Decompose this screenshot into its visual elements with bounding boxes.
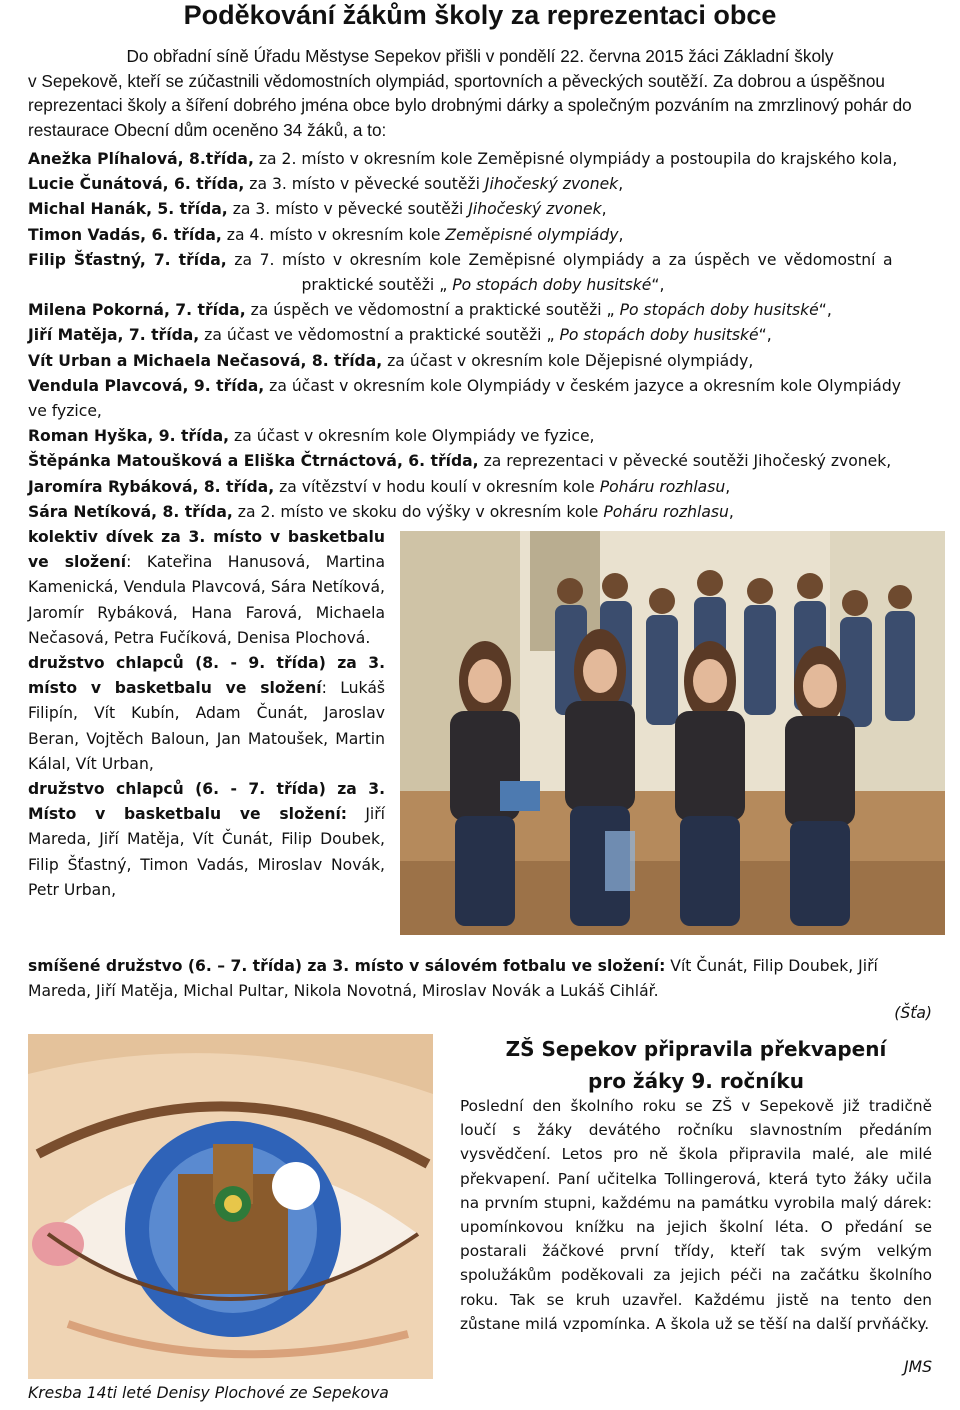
award-item: Milena Pokorná, 7. třída, za úspěch ve vědomostní a praktické soutěži „ Po stopách doby husitské“, xyxy=(28,301,832,320)
award-item: Vendula Plavcová, 9. třída, za účast v okresním kole Olympiády v českém jazyce a okresním kole Olympiády xyxy=(28,376,901,395)
teams-section xyxy=(28,525,385,903)
award-item-continuation: ve fyzice, xyxy=(28,402,102,421)
intro-paragraph xyxy=(28,44,932,142)
award-item: Jiří Matěja, 7. třída, za účast ve vědomostní a praktické soutěži „ Po stopách doby husitské“, xyxy=(28,326,772,345)
boys-team-junior: družstvo chlapců (6. - 7. třída) za 3. Místo v basketbalu ve složení: Jiří Mareda, Jiří Matěja, Vít Čunát, Filip Doubek, Filip Šťastný, Timon Vadás, Miroslav Novák, Petr Urban, xyxy=(28,780,385,899)
award-item-continuation: praktické soutěži „ Po stopách doby husitské“, xyxy=(301,276,665,295)
award-item: Filip Šťastný, 7. třída, za 7. místo v okresním kole Zeměpisné olympiády a za úspěch ve vědomostní a xyxy=(28,250,893,269)
award-item: Timon Vadás, 6. třída, za 4. místo v okresním kole Zeměpisné olympiády, xyxy=(28,225,624,244)
award-item: Jaromíra Rybáková, 8. třída, za vítězství v hodu koulí v okresním kole Poháru rozhlasu, xyxy=(28,477,731,496)
award-item: Štěpánka Matoušková a Eliška Čtrnáctová, 6. třída, za reprezentaci v pěvecké soutěži Jihočeský zvonek, xyxy=(28,452,892,471)
article-signature-2: JMS xyxy=(904,1358,932,1376)
article-body: Poslední den školního roku se ZŠ v Sepekově již tradičně loučí s žáky devátého ročníku slavnostním předáním vysvědčení. Letos pro ně škola připravila malé, ale milé překvapení. Paní učitelka Tollingerová, která tyto žáky učila na prvním stupni, každému na památku vyrobila malý dárek: upomínkovou knížku na jejich školní léta. O předání se postarali žáčkové první třídy, kteří tak svým velkým spolužákům poděkovali za jejich péči na začátku školního roku. Tak se kruh uzavřel. Každému jistě na tento den zůstane milá vzpomínka. A škola už se těší na další prvňáčky. xyxy=(460,1097,932,1333)
award-item: Vít Urban a Michaela Nečasová, 8. třída, za účast v okresním kole Dějepisné olympiády, xyxy=(28,351,754,370)
awards-list xyxy=(28,147,938,525)
intro-rest: v Sepekově, kteří se zúčastnili vědomostních olympiád, sportovních a pěveckých soutěží. Za dobrou a úspěšnou reprezentaci školy a šíření dobrého jména obce bylo drobnými dárky a společným pozváním na zmrzlinový pohár do restaurace Obecní dům oceněno 34 žáků, a to: xyxy=(28,70,912,140)
page-title: Poděkování žákům školy za reprezentaci obce xyxy=(183,0,777,30)
girls-team: kolektiv dívek za 3. místo v basketbalu ve složení: Kateřina Hanusová, Martina Kamenická, Vendula Plavcová, Sára Netíková, Jaromír Rybáková, Hana Farová, Michaela Nečasová, Petra Fučíková, Denisa Plochová. xyxy=(28,528,386,647)
group-photo xyxy=(400,531,945,935)
award-item: Roman Hyška, 9. třída, za účast v okresním kole Olympiády ve fyzice, xyxy=(28,427,595,446)
mixed-team: smíšené družstvo (6. – 7. třída) za 3. místo v sálovém fotbalu ve složení: Vít Čunát, Filip Doubek, Jiří Mareda, Jiří Matěja, Michal Pultar, Nikola Novotná, Miroslav Novák a Lukáš Cihlář. xyxy=(28,957,878,1001)
drawing-caption: Kresba 14ti leté Denisy Plochové ze Sepekova xyxy=(28,1384,389,1402)
award-item: Sára Netíková, 8. třída, za 2. místo ve skoku do výšky v okresním kole Poháru rozhlasu, xyxy=(28,502,734,521)
intro-line-1: Do obřadní síně Úřadu Městyse Sepekov přišli v pondělí 22. června 2015 žáci Základní školy xyxy=(126,46,834,66)
award-item: Anežka Plíhalová, 8.třída, za 2. místo v okresním kole Zeměpisné olympiády a postoupila do krajského kola, xyxy=(28,150,898,168)
eye-drawing xyxy=(28,1034,433,1379)
article-title: ZŠ Sepekov připravila překvapení pro žáky 9. ročníku xyxy=(505,1037,887,1093)
award-item: Michal Hanák, 5. třída, za 3. místo v pěvecké soutěži Jihočeský zvonek, xyxy=(28,200,607,219)
boys-team-senior: družstvo chlapců (8. - 9. třída) za 3. místo v basketbalu ve složení: Lukáš Filipín, Vít Kubín, Adam Čunát, Jaroslav Beran, Vojtěch Baloun, Jan Matoušek, Martin Kálal, Vít Urban, xyxy=(28,654,385,773)
article-signature: (Šťa) xyxy=(894,1004,932,1022)
award-item: Lucie Čunátová, 6. třída, za 3. místo v pěvecké soutěži Jihočeský zvonek, xyxy=(28,175,624,194)
